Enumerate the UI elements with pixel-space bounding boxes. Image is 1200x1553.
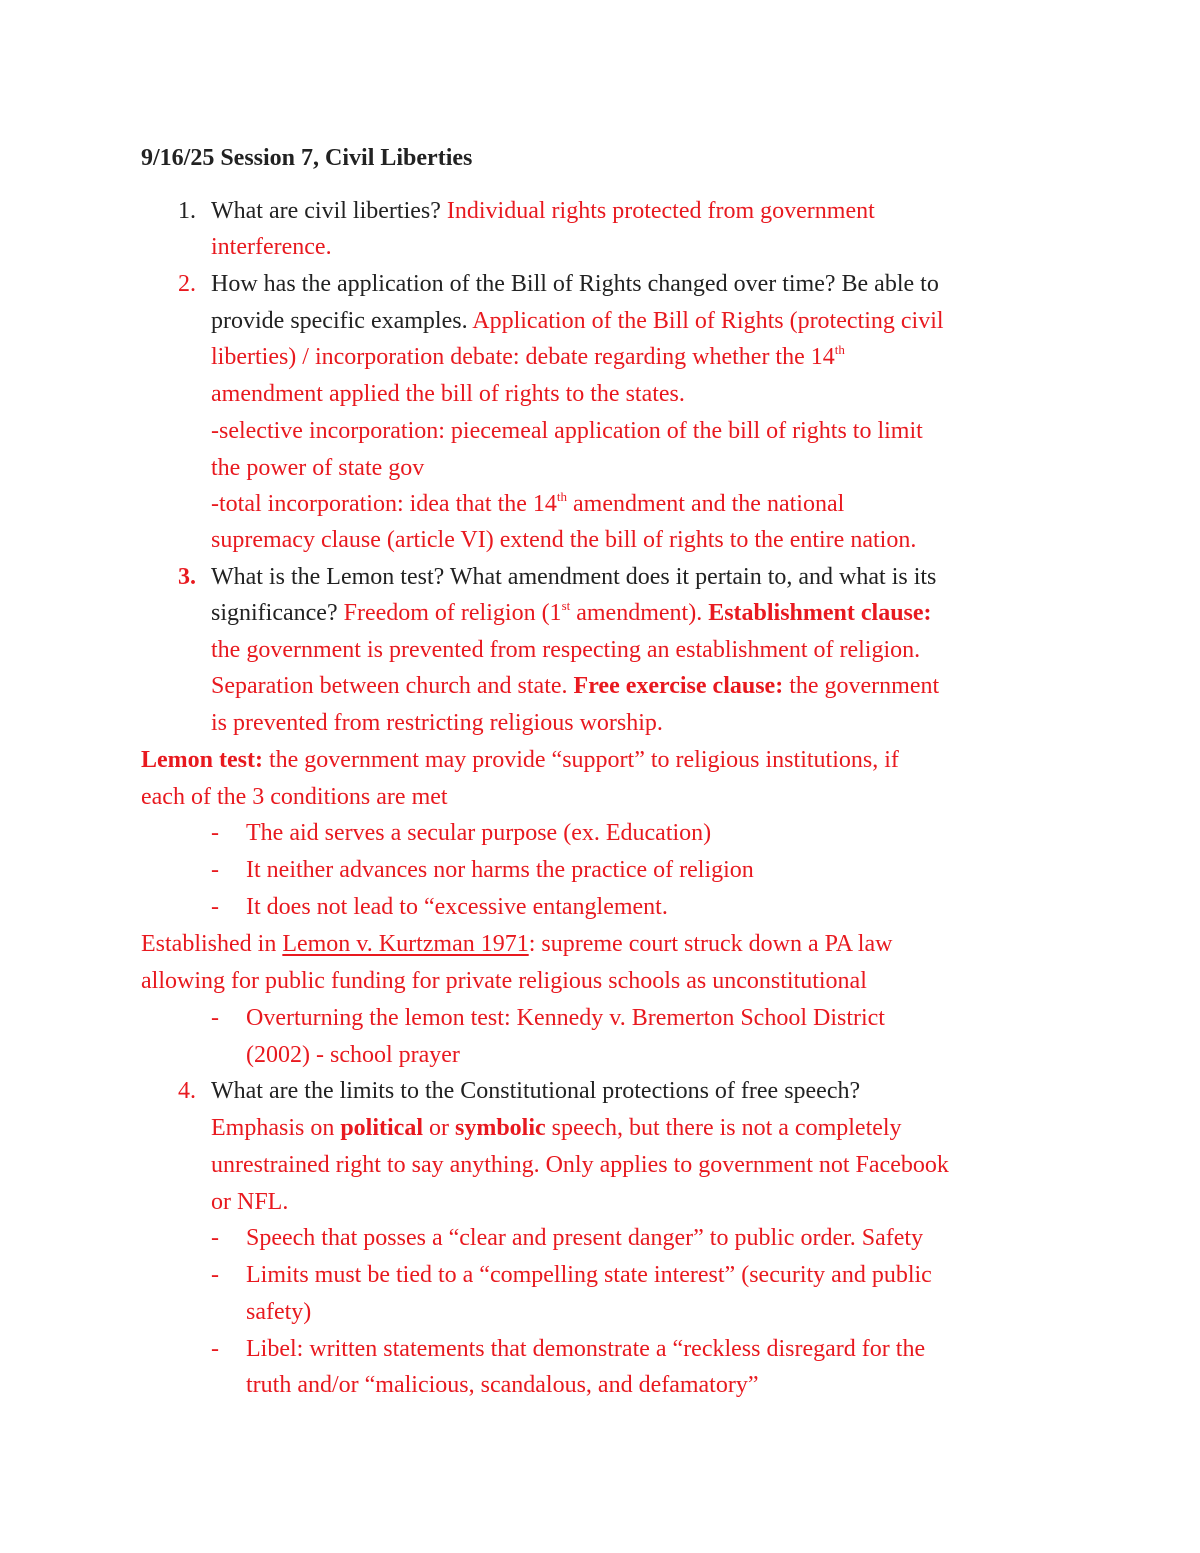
q4-line-b: unrestrained right to say anything. Only applies to government not Facebook (211, 1152, 949, 1178)
lemon-est-suffix: : supreme court struck down a PA law (528, 931, 893, 957)
q4-emph-prefix: Emphasis on (211, 1115, 335, 1141)
lemon-text-a: the government may provide “support” to religious institutions, if (268, 747, 899, 773)
q2-question-b: provide specific examples. (211, 308, 468, 334)
q4-line-c: or NFL. (211, 1189, 289, 1215)
q3-line-4 (211, 671, 939, 701)
q3-establishment-text: the government is prevented from respecting an establishment of religion. (211, 637, 921, 663)
q1-number: 1. (178, 198, 196, 224)
q1-line-1 (211, 196, 875, 226)
lemon-condition-3: It does not lead to “excessive entanglement. (246, 894, 668, 920)
q3-answer-a-text: Freedom of religion (1 (343, 600, 562, 626)
list-dash: - (211, 820, 219, 846)
q4-question: What are the limits to the Constitutional protections of free speech? (211, 1078, 861, 1104)
q1-answer-a: Individual rights protected from government (446, 198, 875, 224)
q4-emph-suffix: speech, but there is not a completely (551, 1115, 902, 1141)
q2-number: 2. (178, 271, 196, 297)
q2-total-a-rest: amendment and the national (567, 491, 845, 517)
lemon-est-b: allowing for public funding for private religious schools as unconstitutional (141, 968, 867, 994)
q3-answer-a-sup: st (561, 598, 571, 613)
q2-line-2 (211, 306, 944, 336)
q4-limit-3b: truth and/or “malicious, scandalous, and defamatory” (246, 1372, 759, 1398)
q2-total-b: supremacy clause (article VI) extend the bill of rights to the entire nation. (211, 527, 917, 553)
lemon-overturn-b: (2002) - school prayer (246, 1042, 460, 1068)
page-title: 9/16/25 Session 7, Civil Liberties (141, 145, 473, 171)
q2-answer-b-text: liberties) / incorporation debate: debate regarding whether the 14 (211, 344, 835, 370)
q2-total-a-sup: th (556, 489, 568, 504)
q2-selective-a: -selective incorporation: piecemeal application of the bill of rights to limit (211, 418, 923, 444)
lemon-line-1 (141, 745, 899, 775)
q3-free-text-b: is prevented from restricting religious worship. (211, 710, 663, 736)
q3-line-2 (211, 598, 932, 628)
q3-answer-a (344, 600, 703, 626)
q4-or: or (429, 1115, 449, 1141)
q4-political: political (340, 1115, 423, 1141)
q3-free-exercise-label: Free exercise clause: (573, 673, 784, 699)
q4-limit-2b: safety) (246, 1299, 312, 1325)
lemon-text-b: each of the 3 conditions are met (141, 784, 448, 810)
list-dash: - (211, 857, 219, 883)
q2-total-a (211, 489, 844, 519)
list-dash: - (211, 1336, 219, 1362)
q1-question: What are civil liberties? (211, 198, 441, 224)
q2-answer-b (211, 342, 845, 372)
q3-answer-a-rest: amendment). (570, 600, 703, 626)
lemon-case-name: Lemon v. Kurtzman 1971 (282, 931, 529, 957)
q2-answer-a: Application of the Bill of Rights (protecting civil (472, 308, 944, 334)
q2-answer-c: amendment applied the bill of rights to the states. (211, 381, 685, 407)
lemon-label: Lemon test: (141, 747, 263, 773)
q2-answer-b-sup: th (834, 342, 845, 357)
q3-question-a: What is the Lemon test? What amendment does it pertain to, and what is its (211, 564, 937, 590)
list-dash: - (211, 1262, 219, 1288)
lemon-established-line (141, 929, 892, 959)
q4-limit-2a: Limits must be tied to a “compelling state interest” (security and public (246, 1262, 932, 1288)
q3-question-b: significance? (211, 600, 338, 626)
lemon-condition-2: It neither advances nor harms the practice of religion (246, 857, 754, 883)
q4-number: 4. (178, 1078, 196, 1104)
q3-separation: Separation between church and state. (211, 673, 568, 699)
q2-question-a: How has the application of the Bill of Rights changed over time? Be able to (211, 271, 939, 297)
q2-selective-b: the power of state gov (211, 455, 425, 481)
q2-total-a-text: -total incorporation: idea that the 14 (211, 491, 557, 517)
lemon-est-prefix: Established in (141, 931, 277, 957)
q4-limit-3a: Libel: written statements that demonstrate a “reckless disregard for the (246, 1336, 926, 1362)
lemon-overturn-a: Overturning the lemon test: Kennedy v. Bremerton School District (246, 1005, 885, 1031)
q3-free-text-a: the government (789, 673, 940, 699)
list-dash: - (211, 1005, 219, 1031)
q4-emphasis-line (211, 1113, 902, 1143)
q1-answer-b: interference. (211, 234, 332, 260)
q3-number: 3. (178, 564, 196, 590)
list-dash: - (211, 894, 219, 920)
list-dash: - (211, 1225, 219, 1251)
q3-establishment-label: Establishment clause: (708, 600, 932, 626)
q4-symbolic: symbolic (455, 1115, 546, 1141)
lemon-condition-1: The aid serves a secular purpose (ex. Education) (246, 820, 712, 846)
q4-limit-1: Speech that posses a “clear and present danger” to public order. Safety (246, 1225, 924, 1251)
